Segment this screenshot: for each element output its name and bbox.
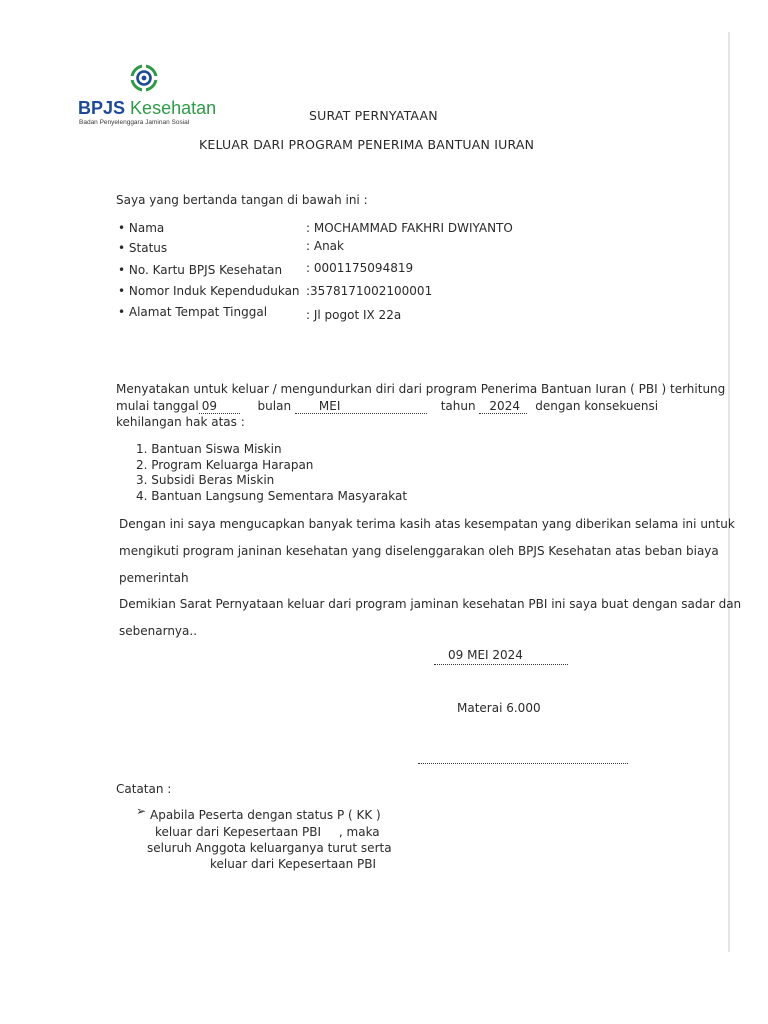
document-subtitle: KELUAR DARI PROGRAM PENERIMA BANTUAN IURAN bbox=[199, 137, 535, 152]
list-item: 2. Program Keluarga Harapan bbox=[136, 458, 314, 472]
field-value-address: : Jl pogot IX 22a bbox=[306, 308, 402, 322]
signature-line bbox=[418, 763, 628, 764]
notes-title: Catatan : bbox=[116, 782, 172, 796]
thanks-line-1: Dengan ini saya mengucapkan banyak terima kasih atas kesempatan yang diberikan selama ini untuk bbox=[119, 517, 735, 531]
statement-year-label: tahun bbox=[440, 399, 476, 413]
field-value-nik: :3578171002100001 bbox=[306, 284, 433, 298]
list-item: 3. Subsidi Beras Miskin bbox=[136, 473, 275, 487]
note-line-2b: , maka bbox=[338, 825, 380, 839]
page-edge bbox=[728, 32, 730, 952]
logo-brand-rest: Kesehatan bbox=[130, 98, 217, 118]
statement-day: 09 bbox=[199, 399, 240, 414]
note-line-2 bbox=[155, 825, 380, 839]
note-line-1: Apabila Peserta dengan status P ( KK ) bbox=[150, 808, 381, 822]
list-item: 4. Bantuan Langsung Sementara Masyarakat bbox=[136, 489, 408, 503]
statement-month-label: bulan bbox=[257, 399, 292, 413]
thanks-line-2: mengikuti program janinan kesehatan yang diselenggarakan oleh BPJS Kesehatan atas beban biaya bbox=[119, 544, 719, 558]
sign-date-underline bbox=[434, 664, 568, 665]
intro-text: Saya yang bertanda tangan di bawah ini : bbox=[116, 193, 368, 207]
statement-line-2 bbox=[116, 399, 658, 414]
statement-prefix: mulai tanggal bbox=[116, 399, 199, 413]
field-label-name: • Nama bbox=[118, 221, 165, 235]
logo-subtitle: Badan Penyelenggara Jaminan Sosial bbox=[79, 119, 190, 126]
list-item: 1. Bantuan Siswa Miskin bbox=[136, 442, 282, 456]
field-label-card-number: • No. Kartu BPJS Kesehatan bbox=[118, 263, 283, 277]
stamp-label: Materai 6.000 bbox=[457, 701, 541, 715]
field-label-nik: • Nomor Induk Kependudukan bbox=[118, 284, 300, 298]
note-line-3: seluruh Anggota keluarganya turut serta bbox=[147, 841, 392, 855]
logo-wordmark bbox=[78, 98, 216, 118]
field-label-status: • Status bbox=[118, 241, 168, 255]
closing-line-1: Demikian Sarat Pernyataan keluar dari program jaminan kesehatan PBI ini saya buat dengan sadar dan bbox=[119, 597, 742, 611]
field-label-address: • Alamat Tempat Tinggal bbox=[118, 305, 268, 319]
field-value-name: : MOCHAMMAD FAKHRI DWIYANTO bbox=[306, 221, 513, 235]
statement-line-1: Menyatakan untuk keluar / mengundurkan diri dari program Penerima Bantuan Iuran ( PBI ) terhitung bbox=[116, 382, 726, 396]
note-line-2a: keluar dari Kepesertaan PBI bbox=[155, 825, 322, 839]
arrow-bullet-icon: ➢ bbox=[136, 804, 147, 818]
document-title: SURAT PERNYATAAN bbox=[309, 108, 438, 123]
field-value-status: : Anak bbox=[306, 239, 344, 253]
note-line-4: keluar dari Kepesertaan PBI bbox=[210, 857, 377, 871]
statement-year: 2024 bbox=[479, 399, 527, 414]
statement-month: MEI bbox=[295, 399, 427, 414]
logo-brand-bold: BPJS bbox=[78, 98, 126, 118]
bpjs-logo-icon bbox=[124, 61, 164, 95]
closing-line-2: sebenarnya.. bbox=[119, 624, 198, 638]
statement-suffix: dengan konsekuensi bbox=[535, 399, 659, 413]
statement-line-3: kehilangan hak atas : bbox=[116, 415, 245, 429]
field-value-card-number: : 0001175094819 bbox=[306, 261, 414, 275]
thanks-line-3: pemerintah bbox=[119, 571, 189, 585]
sign-date: 09 MEI 2024 bbox=[448, 648, 523, 662]
